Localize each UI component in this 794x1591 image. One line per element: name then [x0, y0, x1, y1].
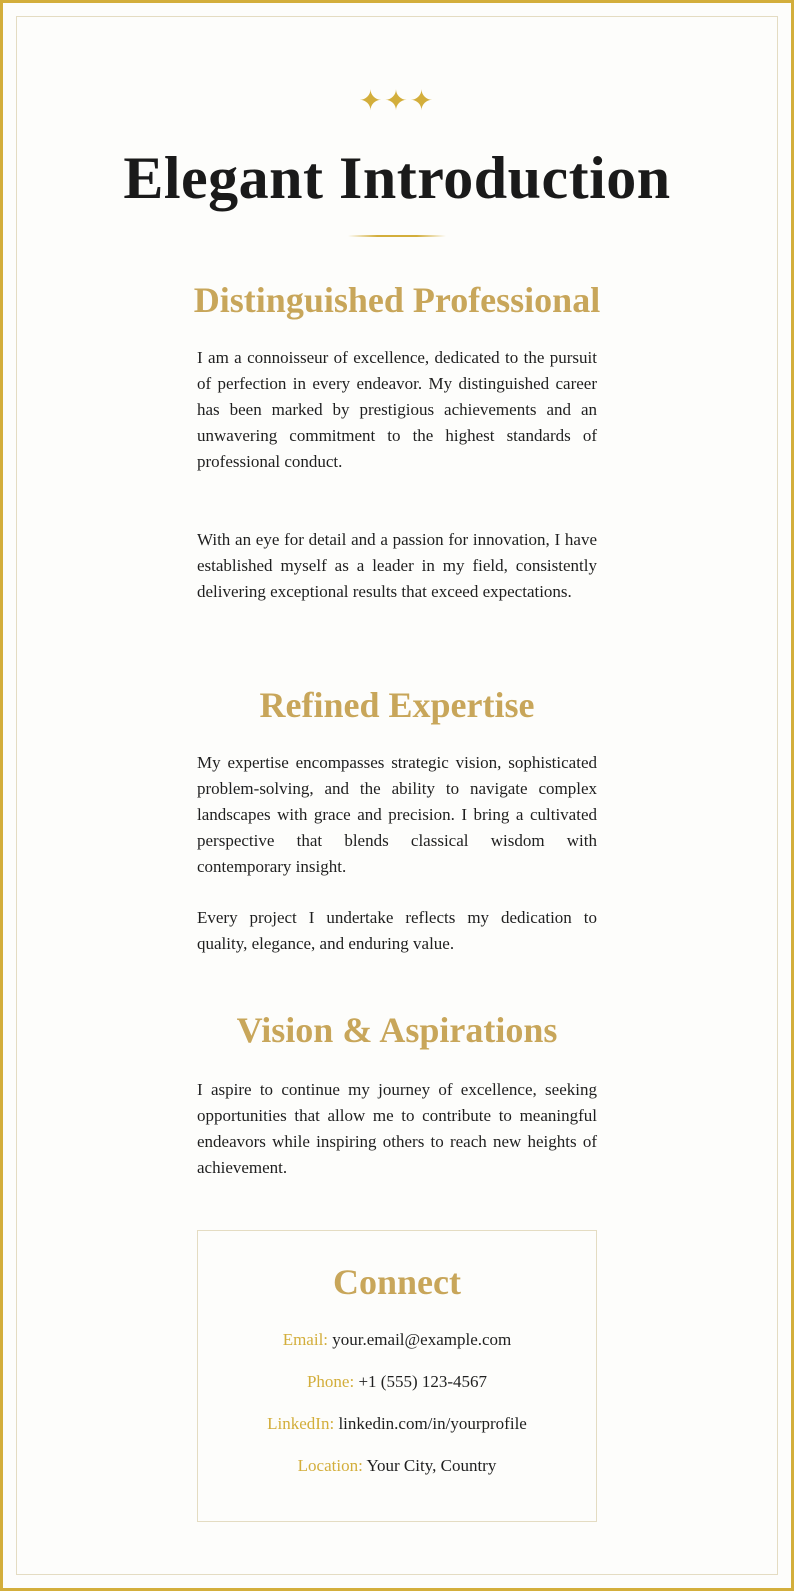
connect-heading: Connect: [333, 1262, 461, 1302]
star-ornament-icon: ✦✦✦: [358, 84, 436, 117]
contact-label: Location:: [297, 1456, 363, 1475]
section-heading-vision-aspirations: Vision & Aspirations: [236, 1010, 558, 1050]
section-paragraph: Every project I undertake reflects my dedication to quality, elegance, and enduring value.: [197, 908, 597, 953]
contact-label: Phone:: [306, 1372, 355, 1391]
section-paragraph: I am a connoisseur of excellence, dedicated to the pursuit of perfection in every endeavor. My distinguished career has been marked by prestigious achievements and an unwavering commitment to the highest standards of professional conduct.: [197, 348, 597, 471]
location-value: Your City, Country: [366, 1456, 497, 1475]
contact-location: [197, 1455, 597, 1477]
linkedin-value[interactable]: linkedin.com/in/yourprofile: [338, 1414, 527, 1433]
section-paragraph: With an eye for detail and a passion for innovation, I have established myself as a leader in my field, consistently delivering exceptional results that exceed expectations.: [197, 530, 597, 601]
section-paragraph: My expertise encompasses strategic vision, sophisticated problem-solving, and the ability to navigate complex landscapes with grace and precision. I bring a cultivated perspective that blends classical wisdom with contemporary insight.: [197, 753, 597, 876]
title-divider: [348, 235, 446, 237]
page-title: Elegant Introduction: [123, 145, 671, 211]
email-value[interactable]: your.email@example.com: [332, 1330, 512, 1349]
contact-linkedin: [197, 1413, 597, 1435]
section-heading-distinguished-professional: Distinguished Professional: [193, 280, 601, 320]
contact-label: Email:: [282, 1330, 329, 1349]
section-heading-refined-expertise: Refined Expertise: [259, 685, 535, 725]
contact-email: [197, 1329, 597, 1351]
contact-phone: [197, 1371, 597, 1393]
contact-label: LinkedIn:: [267, 1414, 335, 1433]
section-paragraph: I aspire to continue my journey of excellence, seeking opportunities that allow me to contribute to meaningful endeavors while inspiring others to reach new heights of achievement.: [197, 1080, 597, 1177]
phone-value[interactable]: +1 (555) 123-4567: [358, 1372, 488, 1391]
